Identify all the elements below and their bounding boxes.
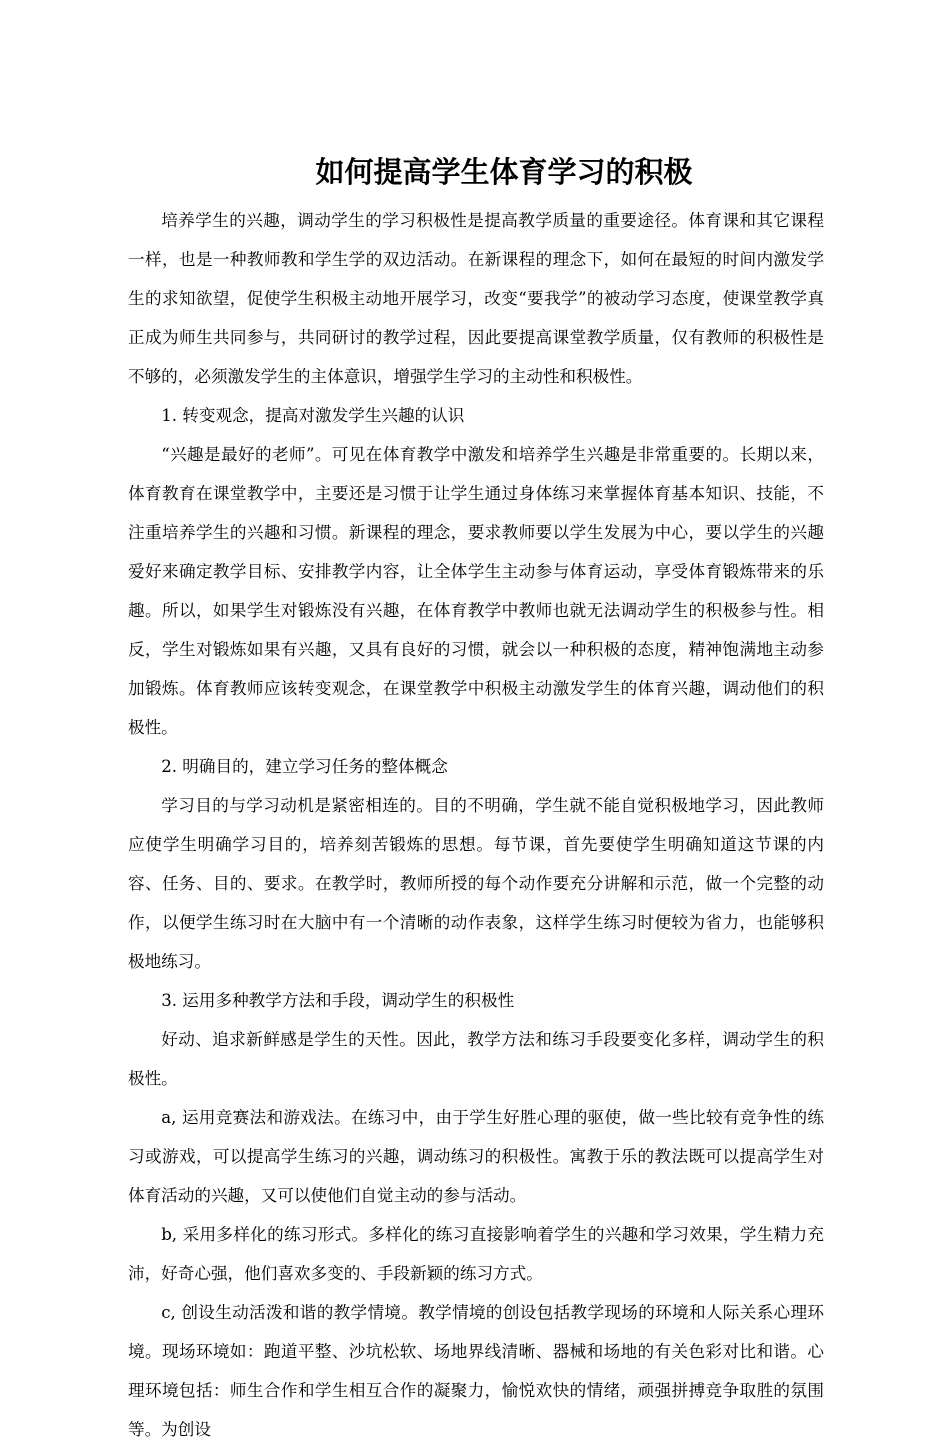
paragraph-intro: 培养学生的兴趣，调动学生的学习积极性是提高教学质量的重要途径。体育课和其它课程一样，也是一种教师教和学生学的双边活动。在新课程的理念下，如何在最短的时间内激发学生的求知欲望，促使学生积极主动地开展学习，改变“要我学”的被动学习态度，使课堂教学真正成为师生共同参与，共同研讨的教学过程，因此要提高课堂教学质量，仅有教师的积极性是不够的，必须激发学生的主体意识，增强学生学习的主动性和积极性。 (128, 211, 824, 386)
paragraph-section-1: “兴趣是最好的老师”。可见在体育教学中激发和培养学生兴趣是非常重要的。长期以来，体育教育在课堂教学中，主要还是习惯于让学生通过身体练习来掌握体育基本知识、技能，不注重培养学生的兴趣和习惯。新课程的理念，要求教师要以学生发展为中心，要以学生的兴趣爱好来确定教学目标、安排教学内容，让全体学生主动参与体育运动，享受体育锻炼带来的乐趣。所以，如果学生对锻炼没有兴趣，在体育教学中教师也就无法调动学生的积极参与性。相反，学生对锻炼如果有兴趣，又具有良好的习惯，就会以一种积极的态度，精神饱满地主动参加锻炼。体育教师应该转变观念，在课堂教学中积极主动激发学生的体育兴趣，调动他们的积极性。 (128, 445, 824, 737)
section-heading-1: 1. 转变观念，提高对激发学生兴趣的认识 (161, 406, 465, 425)
document-title: 如何提高学生体育学习的积极 (315, 155, 693, 189)
paragraph-item-b: b, 采用多样化的练习形式。多样化的练习直接影响着学生的兴趣和学习效果，学生精力充沛，好奇心强，他们喜欢多变的、手段新颖的练习方式。 (128, 1225, 824, 1283)
section-heading-3: 3. 运用多种教学方法和手段，调动学生的积极性 (161, 991, 515, 1010)
section-heading-2: 2. 明确目的，建立学习任务的整体概念 (161, 757, 448, 776)
paragraph-section-3-intro: 好动、追求新鲜感是学生的天性。因此，教学方法和练习手段要变化多样，调动学生的积极性。 (128, 1030, 824, 1088)
paragraph-item-c: c, 创设生动活泼和谐的教学情境。教学情境的创设包括教学现场的环境和人际关系心理环境。现场环境如：跑道平整、沙坑松软、场地界线清晰、器械和场地的有关色彩对比和谐。心理环境包括：师生合作和学生相互合作的凝聚力，愉悦欢快的情绪，顽强拼搏竞争取胜的氛围等。为创设 (128, 1303, 824, 1439)
document-body (128, 201, 824, 1449)
paragraph-section-2: 学习目的与学习动机是紧密相连的。目的不明确，学生就不能自觉积极地学习，因此教师应使学生明确学习目的，培养刻苦锻炼的思想。每节课，首先要使学生明确知道这节课的内容、任务、目的、要求。在教学时，教师所授的每个动作要充分讲解和示范，做一个完整的动作，以便学生练习时在大脑中有一个清晰的动作表象，这样学生练习时便较为省力，也能够积极地练习。 (128, 796, 824, 971)
paragraph-item-a: a, 运用竞赛法和游戏法。在练习中，由于学生好胜心理的驱使，做一些比较有竞争性的练习或游戏，可以提高学生练习的兴趣，调动练习的积极性。寓教于乐的教法既可以提高学生对体育活动的兴趣，又可以使他们自觉主动的参与活动。 (128, 1108, 824, 1205)
